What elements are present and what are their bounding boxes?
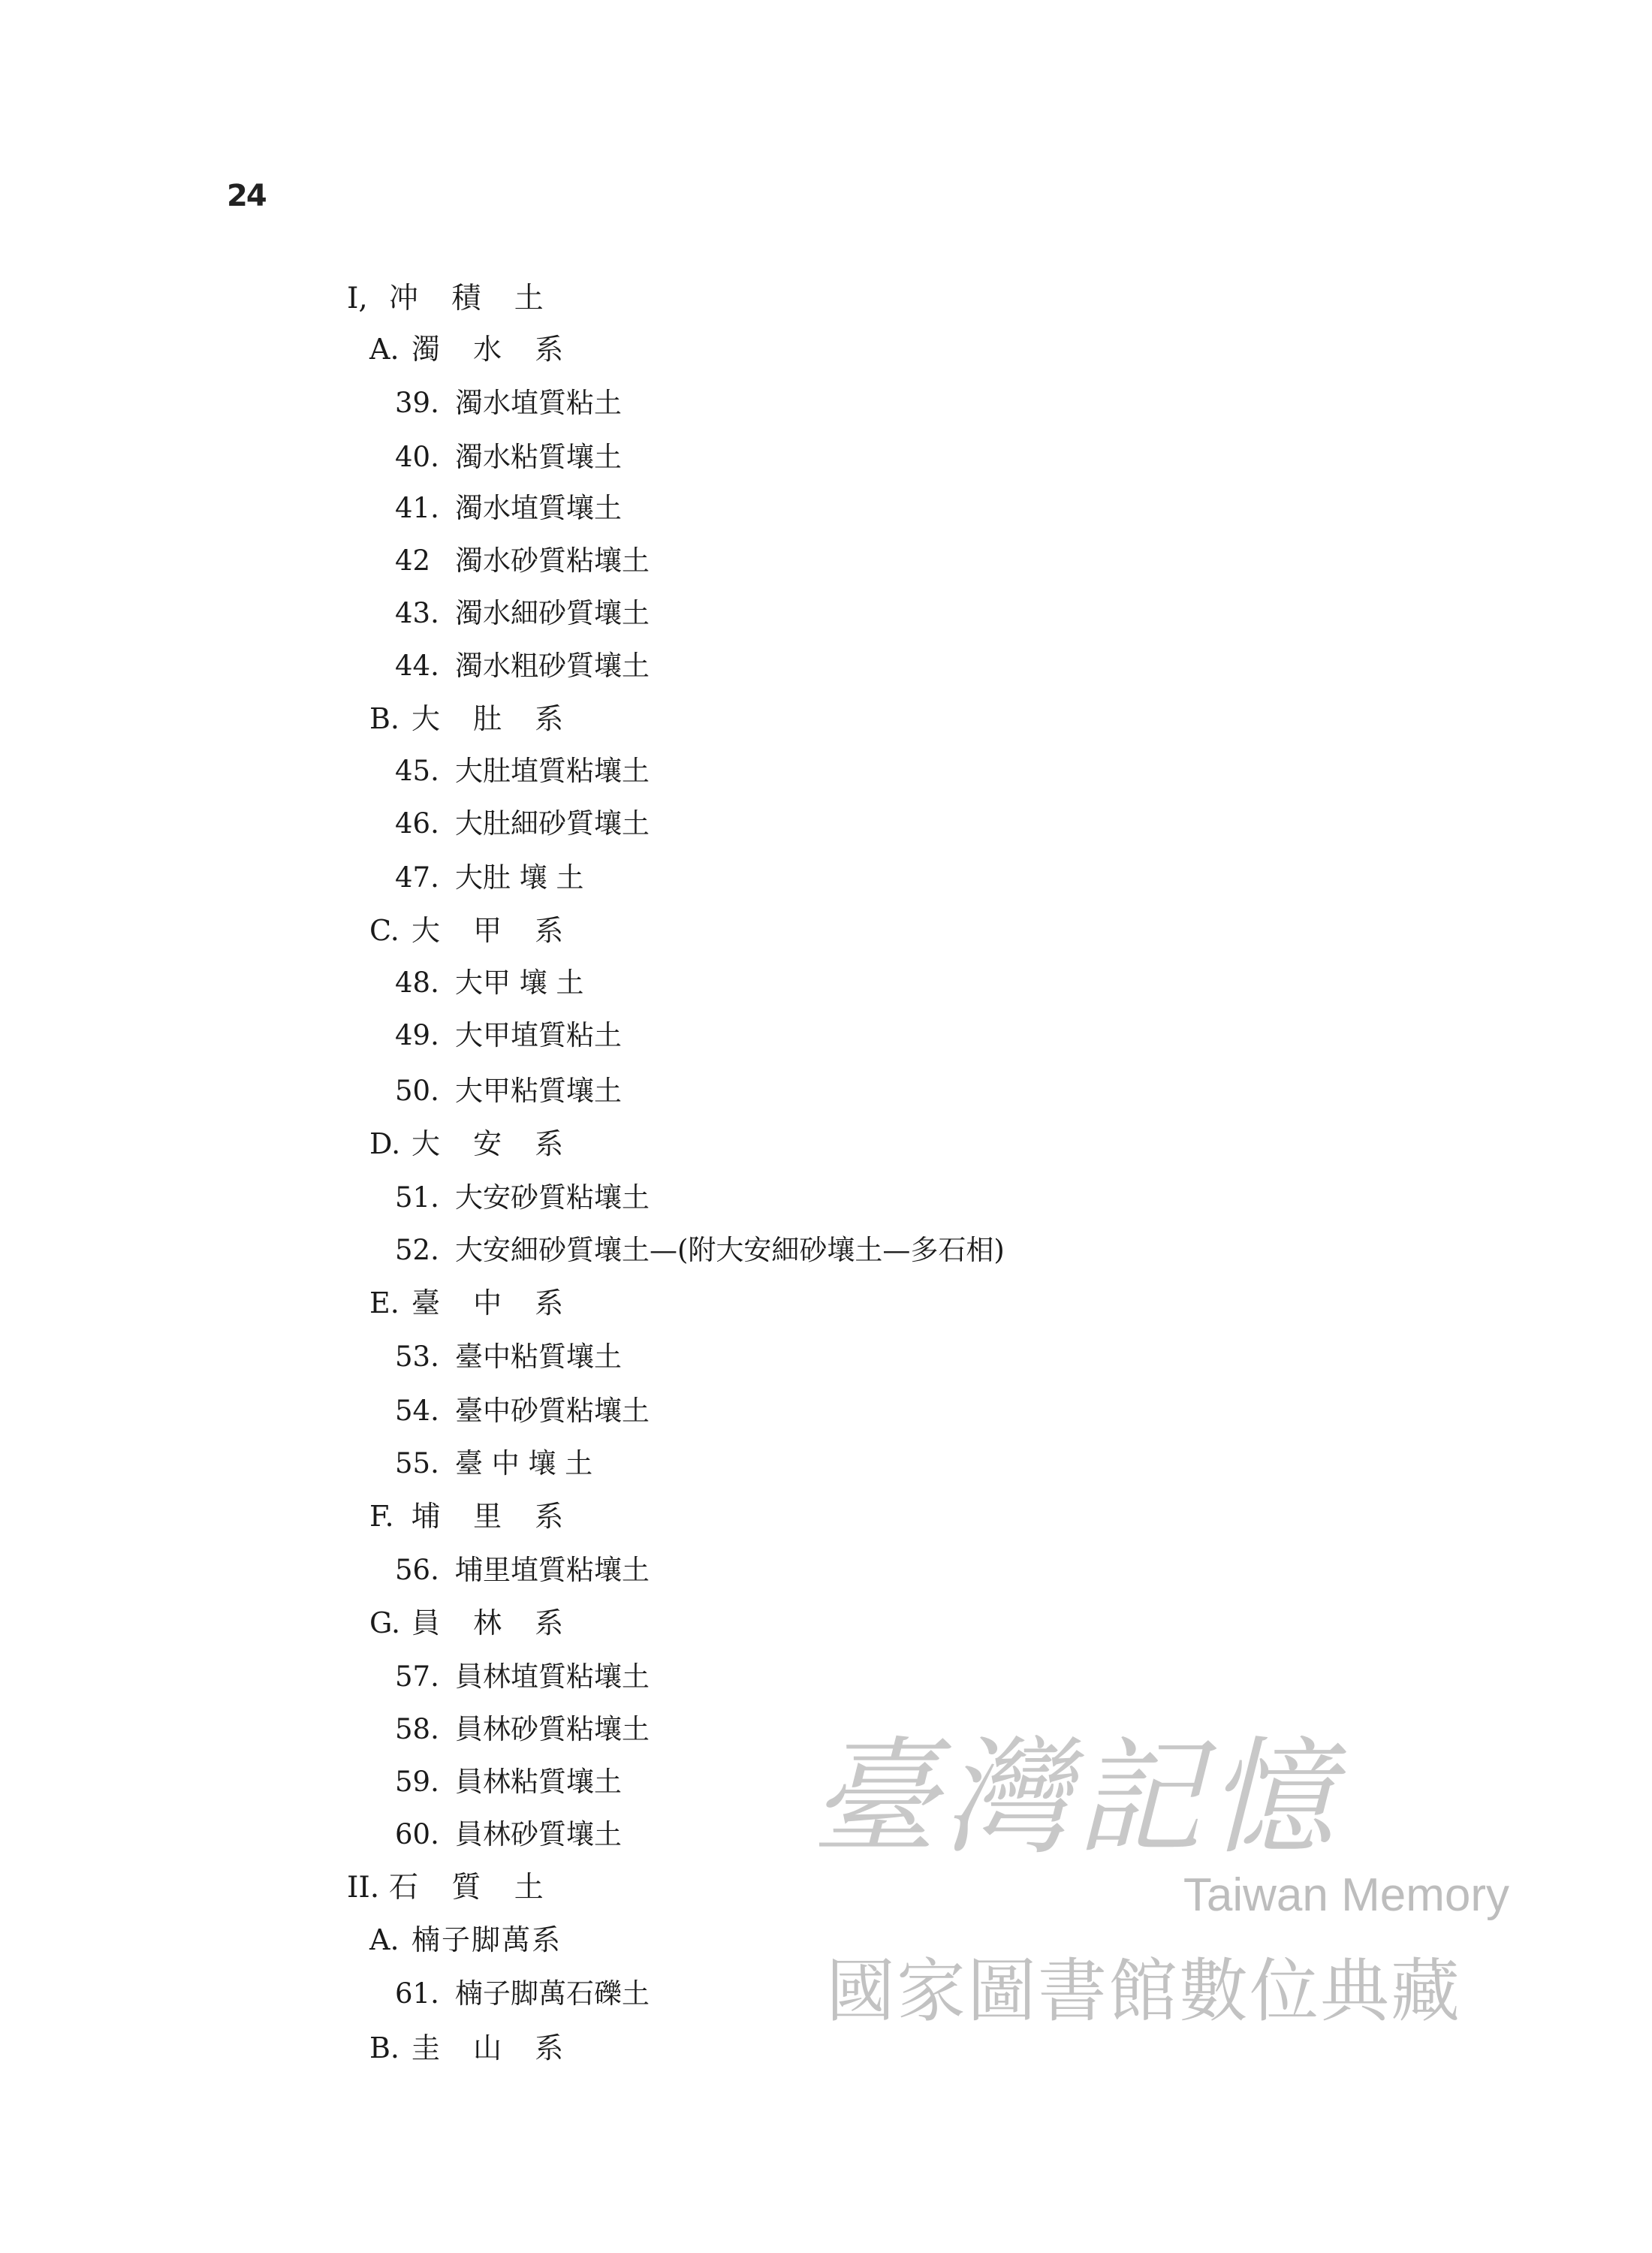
item-title: 臺中砂質粘壤土 (455, 1395, 650, 1427)
item-number: 46. (395, 807, 439, 840)
item-title: 員林砂質壤土 (455, 1818, 622, 1850)
item-number: 54. (395, 1395, 439, 1427)
item-title: 濁水粗砂質壤土 (455, 650, 650, 682)
taiwan-memory-watermark (811, 1697, 1532, 2043)
item-number: 59. (395, 1766, 439, 1798)
list-item (395, 1660, 650, 1693)
heading-number: F. (369, 1500, 394, 1533)
list-item (395, 1977, 650, 2010)
item-title: 楠子脚萬石礫土 (455, 1977, 650, 2010)
list-item (395, 494, 622, 522)
heading-title: 大 肚 系 (411, 702, 576, 735)
heading-number: G. (369, 1606, 401, 1639)
series-heading (369, 1286, 576, 1320)
item-number: 39. (395, 387, 439, 419)
item-number: 47. (395, 861, 439, 894)
heading-title: 石 質 土 (389, 1871, 556, 1905)
list-item (395, 1236, 1005, 1264)
list-item (395, 1556, 650, 1584)
series-heading (369, 1502, 575, 1531)
item-title: 濁水粘質壤土 (455, 441, 622, 473)
order-heading (347, 1871, 556, 1905)
heading-number: E. (369, 1286, 399, 1320)
item-number: 60. (395, 1818, 439, 1850)
item-number: 50. (395, 1075, 439, 1107)
heading-title: 埔 里 系 (411, 1500, 576, 1533)
item-number: 52. (395, 1234, 439, 1266)
item-title: 濁水埴質粘土 (455, 387, 622, 419)
watermark-subtitle: 國家圖書館數位典藏 (826, 1951, 1462, 2031)
heading-title: 大 安 系 (411, 1127, 576, 1160)
item-title: 大安砂質粘壤土 (455, 1181, 650, 1214)
series-heading (369, 1923, 562, 1956)
series-heading (369, 2031, 576, 2064)
heading-number: A. (369, 333, 399, 366)
heading-title: 大 甲 系 (411, 914, 576, 947)
list-item (395, 389, 622, 417)
heading-number: II. (347, 1871, 380, 1905)
item-title: 大肚細砂質壤土 (455, 807, 650, 840)
list-item (395, 1077, 622, 1105)
series-heading (369, 1127, 576, 1160)
item-title: 濁水埴質壤土 (455, 492, 622, 524)
item-title: 員林埴質粘壤土 (455, 1660, 650, 1693)
list-item (395, 861, 584, 894)
item-title: 員林砂質粘壤土 (455, 1713, 650, 1745)
watermark-calligraphy: 臺灣記憶 (811, 1724, 1340, 1871)
heading-title: 臺 中 系 (411, 1286, 576, 1320)
item-number: 61. (395, 1977, 439, 2010)
page-number: 24 (227, 179, 266, 213)
list-item (395, 1181, 650, 1214)
item-title: 濁水細砂質壤土 (455, 597, 650, 629)
list-item (395, 1820, 622, 1848)
heading-title: 員 林 系 (411, 1606, 576, 1639)
item-number: 44. (395, 650, 439, 682)
list-item (395, 443, 622, 471)
item-title: 大甲 壤 土 (455, 967, 584, 999)
heading-number: A. (369, 1923, 399, 1956)
item-title: 大肚 壤 土 (455, 861, 584, 894)
series-heading (369, 916, 575, 945)
item-title: 員林粘質壤土 (455, 1766, 622, 1798)
item-title: 埔里埴質粘壤土 (455, 1554, 650, 1586)
heading-number: D. (369, 1127, 401, 1160)
item-number: 57. (395, 1660, 439, 1693)
item-number: 42 (395, 544, 431, 577)
item-title: 濁水砂質粘壤土 (455, 544, 650, 577)
item-title: 臺 中 壤 土 (455, 1447, 593, 1479)
item-title: 大肚埴質粘壤土 (455, 755, 650, 787)
list-item (395, 652, 650, 680)
list-item (395, 1768, 622, 1796)
list-item (395, 969, 584, 997)
heading-number: B. (369, 2031, 400, 2064)
heading-number: C. (369, 914, 399, 947)
item-title: 大甲埴質粘土 (455, 1019, 622, 1051)
list-item (395, 807, 650, 840)
item-number: 56. (395, 1554, 439, 1586)
item-number: 55. (395, 1447, 439, 1479)
item-title: 大安細砂質壤土—(附大安細砂壤土—多石相) (455, 1234, 1005, 1266)
item-title: 臺中粘質壤土 (455, 1341, 622, 1373)
list-item (395, 599, 650, 627)
item-number: 41. (395, 492, 439, 524)
list-item (395, 1021, 622, 1049)
series-heading (369, 704, 575, 733)
heading-number: B. (369, 702, 400, 735)
list-item (395, 1715, 650, 1743)
list-item (395, 1449, 592, 1477)
heading-title: 楠子脚萬系 (411, 1923, 562, 1956)
series-heading (369, 1606, 576, 1639)
list-item (395, 1343, 622, 1371)
item-number: 45. (395, 755, 439, 787)
item-number: 40. (395, 441, 439, 473)
item-number: 43. (395, 597, 439, 629)
heading-title: 冲 積 土 (389, 282, 556, 315)
list-item (395, 1397, 650, 1425)
list-item (395, 544, 650, 577)
heading-title: 濁 水 系 (411, 333, 576, 366)
item-number: 51. (395, 1181, 439, 1214)
series-heading (369, 333, 576, 366)
item-number: 53. (395, 1341, 439, 1373)
list-item (395, 757, 650, 785)
order-heading (347, 284, 556, 313)
item-title: 大甲粘質壤土 (455, 1075, 622, 1107)
item-number: 49. (395, 1019, 439, 1051)
watermark-english: Taiwan Memory (1183, 1869, 1509, 1921)
heading-number: I, (347, 282, 368, 315)
heading-title: 圭 山 系 (411, 2031, 576, 2064)
item-number: 58. (395, 1713, 439, 1745)
item-number: 48. (395, 967, 439, 999)
